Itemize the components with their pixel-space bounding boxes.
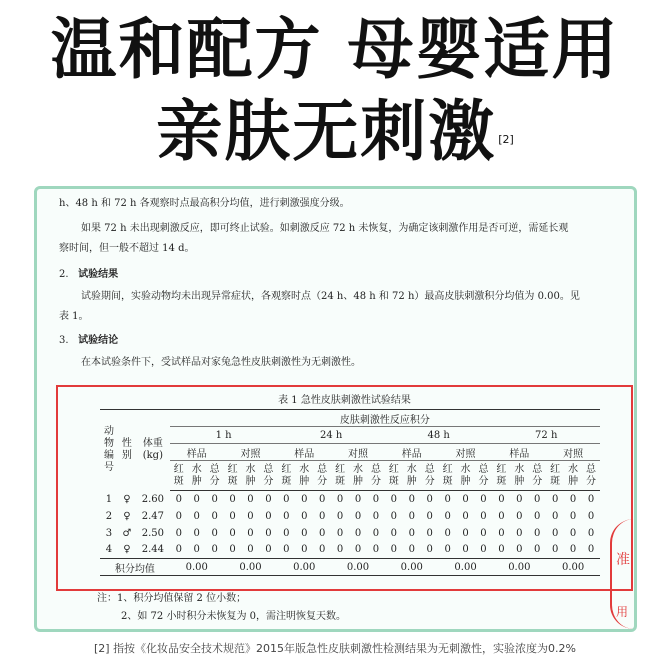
sub-header-label: 红 斑: [388, 463, 399, 487]
score-cell: 0: [498, 493, 505, 505]
sub-header-label: 水 肿: [460, 463, 471, 487]
score-cell: 0: [265, 493, 272, 505]
score-cell: 0: [372, 493, 380, 505]
score-cell: 0: [498, 544, 505, 556]
results-table: [100, 409, 600, 576]
headline-line-2-text: 亲肤无刺激: [156, 93, 497, 170]
note-2: 2、如 72 小时积分未恢复为 0，需注明恢复天数。: [121, 611, 346, 622]
score-cell: 0: [516, 544, 523, 556]
sub-header: [439, 461, 457, 491]
control-header: 对照: [331, 444, 385, 461]
score-cell: 0: [551, 527, 559, 539]
score-cell: 0: [318, 544, 326, 556]
control-header: 对照: [546, 444, 600, 461]
sub-header: [457, 461, 475, 491]
sub-header: [242, 461, 260, 491]
doc-sec3-heading: [59, 331, 118, 346]
score-cell: 0: [516, 527, 523, 539]
col-animal-label: 动 物 编 号: [103, 426, 114, 474]
col-animal-header: [100, 410, 118, 491]
sub-header-label: 水 肿: [568, 463, 579, 487]
score-cell: 0: [444, 544, 451, 556]
score-cell: 0: [390, 527, 398, 539]
score-cell: 0: [569, 544, 577, 556]
animal-id: 2: [105, 510, 113, 522]
animal-sex: ♂: [122, 527, 132, 539]
sub-header-label: 红 斑: [550, 463, 561, 487]
headline-line-1: 温和配方 母婴适用: [50, 11, 620, 88]
score-cell: 0: [229, 493, 236, 505]
average-value: 0.00: [277, 559, 331, 576]
doc-sec2-a: 试验期间，实验动物均未出现异常症状，各观察时点（24 h、48 h 和 72 h）最高皮肤刺激积分均值为 0.00。见: [81, 291, 580, 302]
report-card: [34, 186, 637, 632]
table-time-row: [100, 427, 600, 444]
table-row: [100, 491, 600, 508]
control-header: 对照: [439, 444, 493, 461]
score-cell: 0: [390, 493, 398, 505]
sub-header: [277, 461, 295, 491]
sub-header-label: 总 分: [478, 463, 489, 487]
score-cell: 0: [318, 510, 326, 522]
sub-header-label: 水 肿: [353, 463, 364, 487]
average-value: 0.00: [331, 559, 385, 576]
animal-id: 4: [105, 544, 113, 556]
sub-header: [349, 461, 367, 491]
time-header: 72 h: [492, 427, 600, 444]
score-cell: 0: [498, 510, 505, 522]
sub-header: [582, 461, 600, 491]
score-cell: 0: [211, 510, 218, 522]
score-cell: 0: [265, 544, 272, 556]
animal-sex: ♀: [123, 510, 131, 522]
score-cell: 0: [462, 510, 469, 522]
col-sex-header: [118, 410, 136, 491]
footnote: [2] 指按《化妆品安全技术规范》2015年版急性皮肤刺激性检测结果为无刺激性，实验浓度为0.2%: [93, 642, 576, 655]
score-cell: 0: [587, 510, 595, 522]
score-cell: 0: [372, 510, 380, 522]
score-cell: 0: [569, 510, 577, 522]
time-header: 1 h: [170, 427, 278, 444]
score-cell: 0: [336, 493, 344, 505]
average-value: 0.00: [224, 559, 278, 576]
score-cell: 0: [426, 527, 433, 539]
sub-header: [313, 461, 331, 491]
average-value: 0.00: [439, 559, 493, 576]
score-cell: 0: [480, 527, 487, 539]
doc-sec2-title: 试验结果: [78, 269, 119, 280]
sample-header: 样品: [170, 444, 224, 461]
score-cell: 0: [569, 527, 577, 539]
sub-header: [367, 461, 385, 491]
score-cell: 0: [390, 544, 398, 556]
results-table-frame: [56, 385, 633, 591]
score-cell: 0: [301, 527, 308, 539]
sub-header: [421, 461, 439, 491]
score-cell: 0: [354, 510, 362, 522]
table-average-row: [100, 559, 600, 576]
score-cell: 0: [211, 527, 218, 539]
score-cell: 0: [408, 527, 415, 539]
sub-header-label: 水 肿: [299, 463, 310, 487]
score-cell: 0: [516, 493, 523, 505]
score-cell: 0: [229, 510, 236, 522]
score-cell: 0: [283, 493, 290, 505]
table-title: 表 1 急性皮肤刺激性试验结果: [278, 395, 411, 406]
score-cell: 0: [175, 510, 182, 522]
score-cell: 0: [229, 544, 236, 556]
score-cell: 0: [534, 527, 541, 539]
score-cell: 0: [247, 544, 254, 556]
sub-header: [510, 461, 528, 491]
sub-header: [403, 461, 421, 491]
score-cell: 0: [301, 493, 308, 505]
score-cell: 0: [480, 510, 487, 522]
score-cell: 0: [426, 493, 433, 505]
sub-header-label: 水 肿: [191, 463, 202, 487]
animal-sex: ♀: [123, 544, 131, 556]
score-cell: 0: [229, 527, 236, 539]
score-cell: 0: [301, 510, 308, 522]
score-cell: 0: [265, 510, 272, 522]
score-cell: 0: [408, 493, 415, 505]
score-cell: 0: [444, 493, 451, 505]
score-cell: 0: [587, 527, 595, 539]
score-cell: 0: [587, 493, 595, 505]
score-cell: 0: [426, 510, 433, 522]
doc-para1-a: 如果 72 h 未出现刺激反应，即可终止试验。如刺激反应 72 h 未恢复，为确定该刺激作用是否可逆，需延长观: [81, 223, 569, 234]
sub-header: [546, 461, 564, 491]
sub-header-label: 总 分: [317, 463, 328, 487]
score-cell: 0: [426, 544, 433, 556]
sub-header-label: 红 斑: [442, 463, 453, 487]
score-cell: 0: [390, 510, 398, 522]
doc-sec3-num: 3.: [59, 335, 69, 346]
score-cell: 0: [175, 527, 182, 539]
score-cell: 0: [211, 544, 218, 556]
score-cell: 0: [193, 510, 200, 522]
average-value: 0.00: [492, 559, 546, 576]
sub-header-label: 红 斑: [335, 463, 346, 487]
score-cell: 0: [336, 544, 344, 556]
score-cell: 0: [318, 493, 326, 505]
score-cell: 0: [175, 544, 182, 556]
sub-header: [492, 461, 510, 491]
score-cell: 0: [372, 544, 380, 556]
sub-header: [259, 461, 277, 491]
doc-cut-line: h、48 h 和 72 h 各观察时点最高积分均值，进行刺激强度分级。: [59, 198, 350, 209]
score-cell: 0: [193, 527, 200, 539]
sub-header-label: 水 肿: [245, 463, 256, 487]
score-cell: 0: [480, 544, 487, 556]
table-sub-row: [100, 461, 600, 491]
note-1: 注：1、积分均值保留 2 位小数；: [97, 593, 247, 604]
sub-header-label: 总 分: [532, 463, 543, 487]
score-cell: 0: [283, 510, 290, 522]
sub-header-label: 红 斑: [173, 463, 184, 487]
score-cell: 0: [247, 510, 254, 522]
score-cell: 0: [534, 510, 541, 522]
score-cell: 0: [498, 527, 505, 539]
headline-line-2: [0, 90, 670, 174]
score-cell: 0: [408, 510, 415, 522]
sub-header: [224, 461, 242, 491]
score-cell: 0: [193, 493, 200, 505]
doc-sec2-heading: [59, 265, 118, 280]
sub-header: [564, 461, 582, 491]
score-cell: 0: [587, 544, 595, 556]
score-cell: 0: [265, 527, 272, 539]
score-cell: 0: [354, 544, 362, 556]
col-sex-label: 性 别: [121, 438, 132, 462]
sample-header: 样品: [492, 444, 546, 461]
score-cell: 0: [283, 544, 290, 556]
control-header: 对照: [224, 444, 278, 461]
sub-header: [295, 461, 313, 491]
headline-ref: [2]: [498, 133, 514, 146]
score-cell: 0: [408, 544, 415, 556]
table-row: [100, 542, 600, 559]
report-document: [37, 189, 634, 629]
time-header: 24 h: [277, 427, 385, 444]
score-cell: 0: [211, 493, 218, 505]
average-label: 积分均值: [100, 559, 170, 576]
sub-header-label: 总 分: [263, 463, 274, 487]
doc-sec3-a: 在本试验条件下，受试样品对家兔急性皮肤刺激性为无刺激性。: [81, 357, 361, 368]
score-cell: 0: [534, 493, 541, 505]
seal-char: 用: [616, 605, 629, 619]
score-cell: 0: [462, 544, 469, 556]
sub-header-label: 红 斑: [281, 463, 292, 487]
score-cell: 0: [318, 527, 326, 539]
sub-header-label: 水 肿: [514, 463, 525, 487]
score-cell: 0: [301, 544, 308, 556]
sample-header: 样品: [385, 444, 439, 461]
score-cell: 0: [444, 510, 451, 522]
doc-sec2-b: 表 1。: [59, 311, 89, 322]
score-cell: 0: [336, 527, 344, 539]
col-group-header: 皮肤刺激性反应积分: [170, 410, 600, 427]
table-header-row: [100, 410, 600, 427]
seal-fragment: [610, 519, 634, 629]
score-cell: 0: [462, 493, 469, 505]
sub-header: [528, 461, 546, 491]
score-cell: 0: [569, 493, 577, 505]
score-cell: 0: [551, 544, 559, 556]
average-value: 0.00: [170, 559, 224, 576]
sample-header: 样品: [277, 444, 331, 461]
sub-header-label: 红 斑: [496, 463, 507, 487]
score-cell: 0: [283, 527, 290, 539]
sub-header: [385, 461, 403, 491]
col-weight-header: 体重 (kg): [136, 410, 170, 491]
score-cell: 0: [516, 510, 523, 522]
score-cell: 0: [354, 527, 362, 539]
score-cell: 0: [247, 527, 254, 539]
score-cell: 0: [534, 544, 541, 556]
sub-header-label: 总 分: [424, 463, 435, 487]
sub-header-label: 红 斑: [227, 463, 238, 487]
animal-id: 1: [105, 493, 113, 505]
score-cell: 0: [175, 493, 182, 505]
score-cell: 0: [372, 527, 380, 539]
seal-mark: 准: [616, 552, 630, 568]
score-cell: 0: [462, 527, 469, 539]
table-group-row: [100, 444, 600, 461]
sub-header: [331, 461, 349, 491]
doc-sec2-num: 2.: [59, 269, 69, 280]
average-value: 0.00: [385, 559, 439, 576]
animal-id: 3: [105, 527, 113, 539]
doc-sec3-title: 试验结论: [78, 335, 119, 346]
sub-header-label: 总 分: [209, 463, 220, 487]
animal-weight: 2.47: [141, 510, 164, 522]
average-value: 0.00: [546, 559, 600, 576]
table-row: [100, 508, 600, 525]
animal-weight: 2.60: [141, 493, 164, 505]
sub-header-label: 总 分: [586, 463, 597, 487]
score-cell: 0: [551, 493, 559, 505]
animal-weight: 2.44: [141, 544, 164, 556]
sub-header: [170, 461, 188, 491]
sub-header-label: 水 肿: [406, 463, 417, 487]
score-cell: 0: [480, 493, 487, 505]
score-cell: 0: [247, 493, 254, 505]
animal-sex: ♀: [123, 493, 131, 505]
score-cell: 0: [551, 510, 559, 522]
time-header: 48 h: [385, 427, 493, 444]
sub-header-label: 总 分: [370, 463, 381, 487]
sub-header: [206, 461, 224, 491]
score-cell: 0: [193, 544, 200, 556]
doc-para1-b: 察时间，但一般不超过 14 d。: [59, 243, 195, 254]
sub-header: [188, 461, 206, 491]
animal-weight: 2.50: [141, 527, 164, 539]
score-cell: 0: [354, 493, 362, 505]
sub-header: [475, 461, 493, 491]
score-cell: 0: [444, 527, 451, 539]
table-row: [100, 525, 600, 542]
score-cell: 0: [336, 510, 344, 522]
